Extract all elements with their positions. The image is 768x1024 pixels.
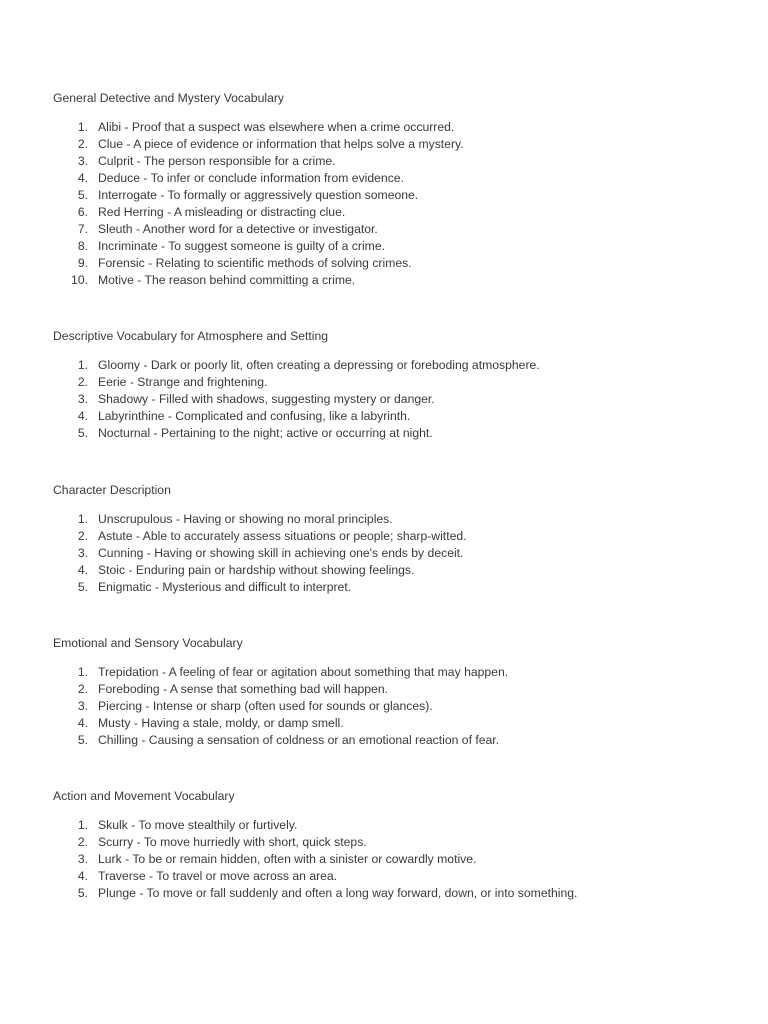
item-text: Motive - The reason behind committing a crime. <box>98 273 356 287</box>
list-item <box>53 817 733 834</box>
item-text: Traverse - To travel or move across an area. <box>98 869 338 883</box>
item-number: 3. <box>77 392 88 406</box>
list-item <box>53 238 733 255</box>
item-number: 2. <box>77 529 88 543</box>
item-number: 1. <box>77 120 88 134</box>
list-item <box>53 255 733 272</box>
list-item <box>53 851 733 868</box>
item-number: 3. <box>77 546 88 560</box>
item-number: 5. <box>77 426 88 440</box>
item-text: Sleuth - Another word for a detective or investigator. <box>98 222 378 236</box>
item-text: Foreboding - A sense that something bad will happen. <box>98 682 388 696</box>
section-character-description <box>53 482 733 596</box>
section-heading: Character Description <box>53 483 171 497</box>
item-text: Stoic - Enduring pain or hardship without showing feelings. <box>98 563 415 577</box>
item-number: 9. <box>77 256 88 270</box>
section-heading: General Detective and Mystery Vocabulary <box>53 91 284 105</box>
item-number: 3. <box>77 852 88 866</box>
item-text: Nocturnal - Pertaining to the night; active or occurring at night. <box>98 426 433 440</box>
item-number: 10. <box>71 273 88 287</box>
list-item <box>53 562 733 579</box>
item-number: 1. <box>77 358 88 372</box>
item-number: 5. <box>77 733 88 747</box>
item-number: 2. <box>77 137 88 151</box>
list-item <box>53 408 733 425</box>
list-item <box>53 425 733 442</box>
list-item <box>53 528 733 545</box>
section-general-vocabulary <box>53 90 733 289</box>
item-text: Plunge - To move or fall suddenly and often a long way forward, down, or into something. <box>98 886 578 900</box>
list-item <box>53 511 733 528</box>
item-text: Cunning - Having or showing skill in achieving one's ends by deceit. <box>98 546 464 560</box>
vocab-list <box>53 119 733 289</box>
item-number: 3. <box>77 699 88 713</box>
item-number: 5. <box>77 188 88 202</box>
item-number: 3. <box>77 154 88 168</box>
section-emotional-sensory-vocabulary <box>53 635 733 749</box>
item-number: 7. <box>77 222 88 236</box>
item-text: Scurry - To move hurriedly with short, quick steps. <box>98 835 367 849</box>
list-item <box>53 374 733 391</box>
list-item <box>53 698 733 715</box>
item-number: 5. <box>77 580 88 594</box>
item-text: Chilling - Causing a sensation of coldness or an emotional reaction of fear. <box>98 733 500 747</box>
list-item <box>53 885 733 902</box>
item-text: Enigmatic - Mysterious and difficult to interpret. <box>98 580 352 594</box>
list-item <box>53 732 733 749</box>
item-text: Trepidation - A feeling of fear or agitation about something that may happen. <box>98 665 509 679</box>
item-number: 1. <box>77 512 88 526</box>
item-number: 6. <box>77 205 88 219</box>
item-text: Musty - Having a stale, moldy, or damp smell. <box>98 716 344 730</box>
item-number: 1. <box>77 665 88 679</box>
item-number: 2. <box>77 375 88 389</box>
item-text: Eerie - Strange and frightening. <box>98 375 268 389</box>
list-item <box>53 579 733 596</box>
item-text: Red Herring - A misleading or distracting clue. <box>98 205 346 219</box>
item-number: 4. <box>77 716 88 730</box>
item-number: 4. <box>77 409 88 423</box>
item-text: Gloomy - Dark or poorly lit, often creating a depressing or foreboding atmosphere. <box>98 358 540 372</box>
item-text: Piercing - Intense or sharp (often used for sounds or glances). <box>98 699 433 713</box>
list-item <box>53 204 733 221</box>
list-item <box>53 545 733 562</box>
list-item <box>53 715 733 732</box>
item-text: Clue - A piece of evidence or information that helps solve a mystery. <box>98 137 464 151</box>
list-item <box>53 153 733 170</box>
item-text: Astute - Able to accurately assess situations or people; sharp-witted. <box>98 529 467 543</box>
list-item <box>53 136 733 153</box>
vocab-list <box>53 664 733 749</box>
section-heading: Action and Movement Vocabulary <box>53 789 235 803</box>
item-text: Unscrupulous - Having or showing no moral principles. <box>98 512 393 526</box>
list-item <box>53 272 733 289</box>
item-text: Deduce - To infer or conclude information from evidence. <box>98 171 404 185</box>
section-action-movement-vocabulary <box>53 788 733 902</box>
vocab-list <box>53 817 733 902</box>
list-item <box>53 664 733 681</box>
list-item <box>53 868 733 885</box>
list-item <box>53 221 733 238</box>
item-text: Skulk - To move stealthily or furtively. <box>98 818 298 832</box>
item-number: 4. <box>77 171 88 185</box>
item-text: Forensic - Relating to scientific methods of solving crimes. <box>98 256 412 270</box>
item-number: 5. <box>77 886 88 900</box>
list-item <box>53 681 733 698</box>
vocab-list <box>53 357 733 442</box>
list-item <box>53 170 733 187</box>
item-text: Interrogate - To formally or aggressively question someone. <box>98 188 419 202</box>
vocab-list <box>53 511 733 596</box>
list-item <box>53 119 733 136</box>
list-item <box>53 187 733 204</box>
item-text: Lurk - To be or remain hidden, often with a sinister or cowardly motive. <box>98 852 477 866</box>
item-text: Incriminate - To suggest someone is guilty of a crime. <box>98 239 385 253</box>
item-text: Labyrinthine - Complicated and confusing, like a labyrinth. <box>98 409 411 423</box>
item-text: Shadowy - Filled with shadows, suggesting mystery or danger. <box>98 392 435 406</box>
section-atmosphere-vocabulary <box>53 328 733 442</box>
list-item <box>53 391 733 408</box>
item-number: 4. <box>77 869 88 883</box>
section-heading: Descriptive Vocabulary for Atmosphere and Setting <box>53 329 329 343</box>
list-item <box>53 834 733 851</box>
item-text: Culprit - The person responsible for a crime. <box>98 154 336 168</box>
item-text: Alibi - Proof that a suspect was elsewhere when a crime occurred. <box>98 120 455 134</box>
item-number: 2. <box>77 682 88 696</box>
section-heading: Emotional and Sensory Vocabulary <box>53 636 243 650</box>
item-number: 2. <box>77 835 88 849</box>
list-item <box>53 357 733 374</box>
item-number: 8. <box>77 239 88 253</box>
item-number: 4. <box>77 563 88 577</box>
item-number: 1. <box>77 818 88 832</box>
